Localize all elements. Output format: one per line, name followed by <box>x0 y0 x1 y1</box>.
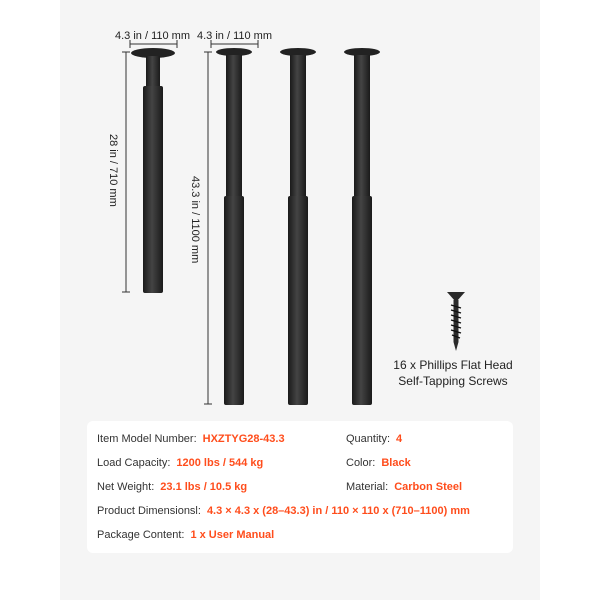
spec-model <box>97 433 285 445</box>
tall-leg-width-label: 4.3 in / 110 mm <box>197 30 272 42</box>
spec-product-dimensions-label: Product Dimensionsl: <box>97 505 201 517</box>
spec-material <box>346 481 462 493</box>
tall-leg-height-label: 43.3 in / 1100 mm <box>189 176 201 264</box>
short-leg-width-label: 4.3 in / 110 mm <box>115 30 190 42</box>
tall-leg-2 <box>280 48 316 405</box>
screw-caption <box>368 357 538 389</box>
spec-product-dimensions <box>97 505 470 517</box>
short-leg <box>131 48 175 293</box>
spec-quantity-label: Quantity: <box>346 433 391 445</box>
screw-icon <box>447 292 465 351</box>
spec-package-value: 1 x User Manual <box>190 529 275 541</box>
spec-package-label: Package Content: <box>97 529 185 541</box>
spec-package <box>97 529 274 541</box>
screw-caption-line1: 16 x Phillips Flat Head <box>393 358 513 372</box>
spec-quantity <box>346 433 402 445</box>
spec-material-value: Carbon Steel <box>394 481 463 493</box>
short-leg-height-label: 28 in / 710 mm <box>107 134 119 207</box>
tall-leg-3 <box>344 48 380 405</box>
spec-color-label: Color: <box>346 457 376 469</box>
screw-caption-line2: Self-Tapping Screws <box>398 374 508 388</box>
spec-model-label: Item Model Number: <box>97 433 197 445</box>
spec-model-value: HXZTYG28-43.3 <box>202 433 285 445</box>
spec-color-value: Black <box>381 457 411 469</box>
spec-material-label: Material: <box>346 481 389 493</box>
spec-weight-label: Net Weight: <box>97 481 155 493</box>
spec-quantity-value: 4 <box>396 433 403 445</box>
spec-load <box>97 457 263 469</box>
specifications-table <box>87 421 513 553</box>
spec-load-value: 1200 lbs / 544 kg <box>176 457 264 469</box>
spec-weight <box>97 481 247 493</box>
spec-load-label: Load Capacity: <box>97 457 171 469</box>
spec-color <box>346 457 411 469</box>
spec-product-dimensions-value: 4.3 × 4.3 x (28–43.3) in / 110 × 110 x (710–1100) mm <box>206 505 470 517</box>
tall-leg-1 <box>216 48 252 405</box>
spec-weight-value: 23.1 lbs / 10.5 kg <box>160 481 248 493</box>
